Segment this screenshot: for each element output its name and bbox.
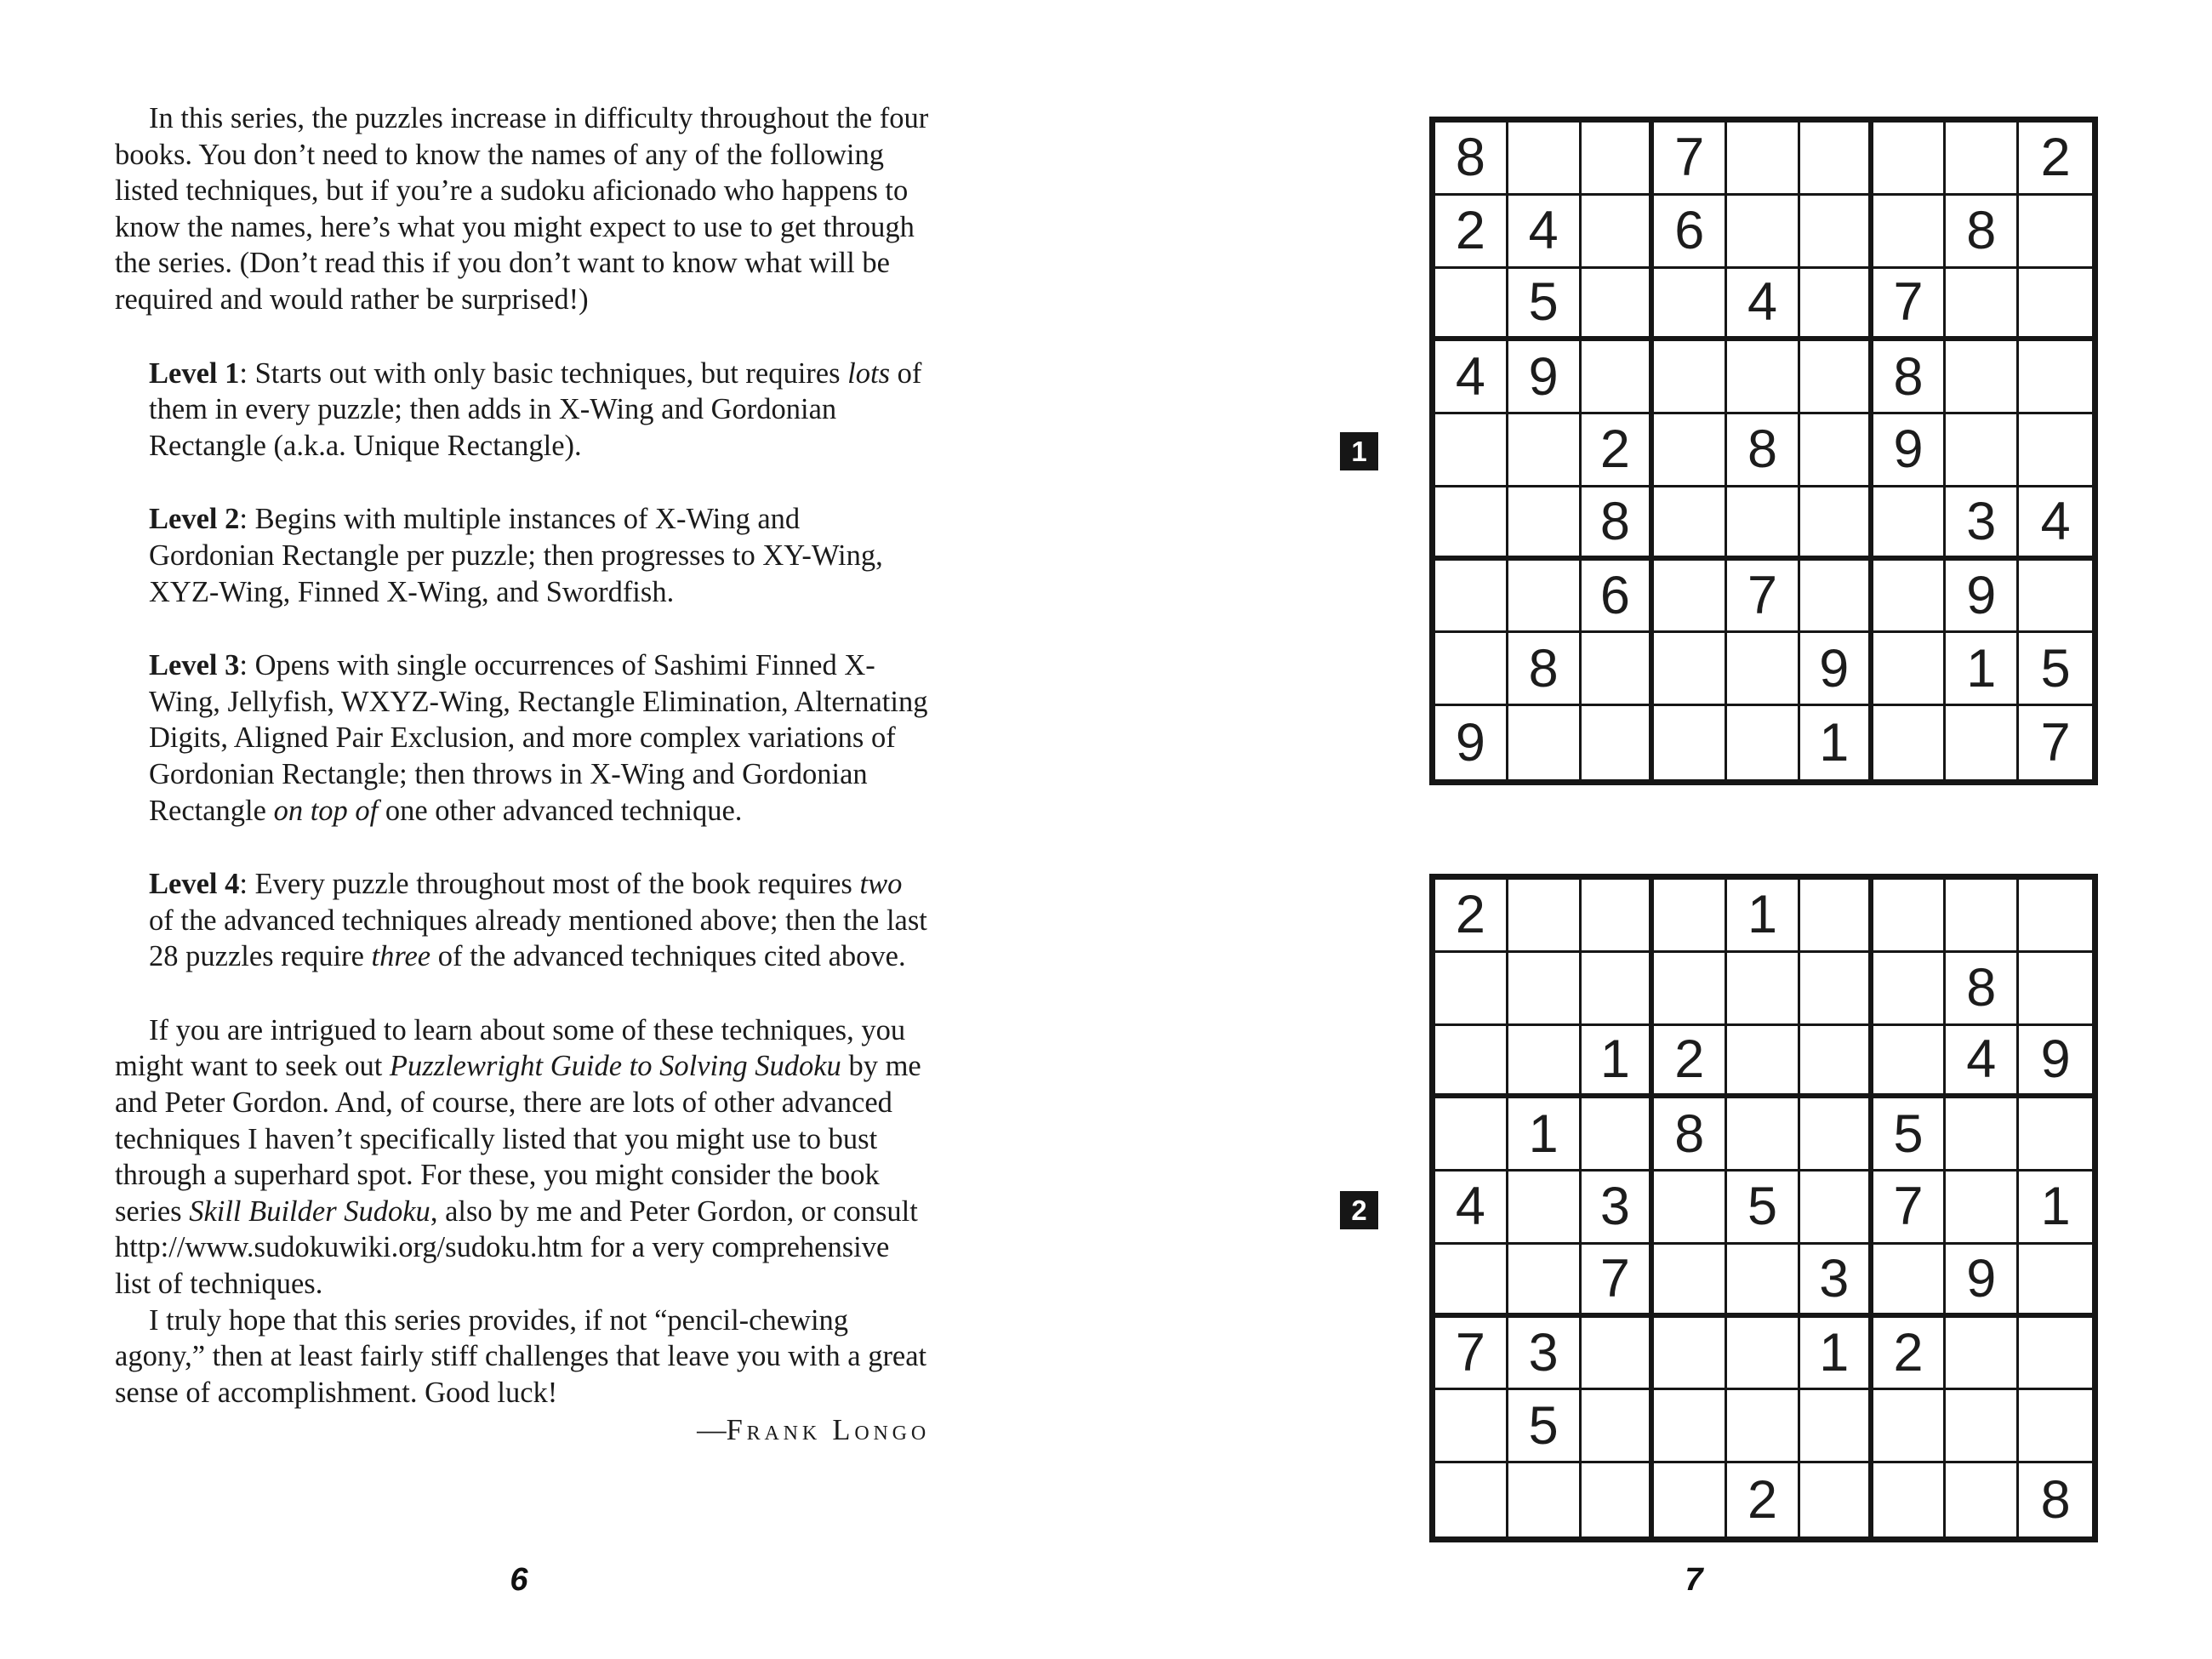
sudoku-cell: 7 (2040, 713, 2071, 773)
sudoku-cell (1508, 1463, 1582, 1536)
level-4-paragraph: Level 4: Every puzzle throughout most of the book requires two of the advanced techniques already mentioned above; then the last 28 puzzles require three of the advanced techniques cited above. (149, 868, 927, 973)
sudoku-cell (1435, 561, 1508, 634)
sudoku-cell (1508, 953, 1582, 1026)
sudoku-cell (1435, 414, 1508, 487)
sudoku-cell (1582, 1098, 1655, 1172)
sudoku-cell (1582, 1390, 1655, 1463)
sudoku-cell (1654, 1463, 1727, 1536)
sudoku-cell (2019, 1245, 2092, 1318)
sudoku-cell (1582, 196, 1655, 269)
sudoku-cell (1727, 953, 1800, 1026)
sudoku-cell (1508, 414, 1582, 487)
sudoku-cell (1508, 1026, 1582, 1099)
sudoku-cell: 1 (1727, 880, 1800, 953)
sudoku-cell: 6 (1582, 561, 1655, 634)
sudoku-cell (1873, 633, 1947, 706)
techniques-paragraph: If you are intrigued to learn about some of these techniques, you might want to seek out Puzzlewright Guide to Solving Sudoku by me and Peter Gordon. And, of course, there are lots of other advanced techniques I haven’t specifically listed that you might use to bust through a superhard spot. For these, you might consider the book series Skill Builder Sudoku, also by me and Peter Gordon, or consult http://www.sudokuwiki.org/sudoku.htm for a very comprehensive list of techniques. (115, 1013, 921, 1301)
sudoku-cell (1873, 1463, 1947, 1536)
sudoku-cell (1727, 1098, 1800, 1172)
sudoku-cell: 7 (1727, 561, 1800, 634)
sudoku-cell (1654, 1318, 1727, 1391)
sudoku-cell: 8 (2040, 1470, 2071, 1531)
level-2-paragraph: Level 2: Begins with multiple instances of X-Wing and Gordonian Rectangle per puzzle; then progresses to XY-Wing, XYZ-Wing, Finned X-Wing, and Swordfish. (149, 503, 883, 608)
sudoku-cell: 2 (1435, 196, 1508, 269)
sudoku-cell (1582, 1463, 1655, 1536)
sudoku-cell (1508, 123, 1582, 196)
sudoku-cell: 8 (1508, 633, 1582, 706)
sudoku-cell (1508, 880, 1582, 953)
sudoku-cell (2019, 880, 2092, 953)
sudoku-cell: 3 (1946, 487, 2019, 561)
sudoku-cell (1873, 1245, 1947, 1318)
sudoku-cell: 7 (1873, 269, 1947, 342)
sudoku-cell (1582, 633, 1655, 706)
sudoku-cell: 1 (1800, 1318, 1873, 1391)
sudoku-cell (1873, 880, 1947, 953)
sudoku-cell (1800, 1098, 1873, 1172)
sudoku-cell (1654, 269, 1727, 342)
sudoku-cell (2019, 196, 2092, 269)
sudoku-cell: 5 (1508, 1390, 1582, 1463)
sudoku-cell (1800, 414, 1873, 487)
sudoku-cell (1800, 196, 1873, 269)
sudoku-cell: 9 (2019, 1026, 2092, 1099)
sudoku-cell (1654, 1172, 1727, 1245)
sudoku-cell (2019, 269, 2092, 342)
sudoku-cell (1946, 1172, 2019, 1245)
sudoku-cell (1873, 953, 1947, 1026)
sudoku-cell (1800, 880, 1873, 953)
closing-paragraph: I truly hope that this series provides, if not “pencil-chewing agony,” then at least fairly stiff challenges that leave you with a great sense of accomplishment. Good luck! (115, 1303, 927, 1409)
sudoku-cell: 7 (1873, 1172, 1947, 1245)
sudoku-cell (1946, 123, 2019, 196)
sudoku-cell: 8 (1654, 1098, 1727, 1172)
sudoku-cell (1654, 1390, 1727, 1463)
sudoku-cell (1435, 269, 1508, 342)
sudoku-cell (1946, 1318, 2019, 1391)
level-1-paragraph: Level 1: Starts out with only basic techniques, but requires lots of them in every puzzle; then adds in X-Wing and Gordonian Rectangle (a.k.a. Unique Rectangle). (149, 356, 922, 462)
puzzle-1-badge: 1 (1340, 432, 1378, 470)
signature-name: Frank Longo (726, 1414, 930, 1447)
sudoku-cell (1654, 1245, 1727, 1318)
sudoku-cell (1873, 561, 1947, 634)
sudoku-cell: 4 (1727, 269, 1800, 342)
sudoku-cell (1582, 123, 1655, 196)
sudoku-cell (1727, 1318, 1800, 1391)
sudoku-cell: 1 (1508, 1098, 1582, 1172)
sudoku-cell (1873, 1390, 1947, 1463)
sudoku-cell: 4 (1946, 1026, 2019, 1099)
sudoku-cell (2019, 561, 2092, 634)
sudoku-cell (1654, 487, 1727, 561)
sudoku-cell (1582, 269, 1655, 342)
sudoku-cell: 2 (1727, 1463, 1800, 1536)
sudoku-cell (2019, 414, 2092, 487)
sudoku-cell: 9 (1873, 414, 1947, 487)
sudoku-cell: 1 (1946, 633, 2019, 706)
sudoku-cell (1946, 706, 2019, 779)
sudoku-cell: 3 (1508, 1318, 1582, 1391)
sudoku-cell (1800, 123, 1873, 196)
sudoku-cell: 4 (1508, 196, 1582, 269)
sudoku-cell: 8 (1582, 487, 1655, 561)
sudoku-cell: 9 (1946, 561, 2019, 634)
sudoku-cell (1435, 1390, 1508, 1463)
puzzle-2-badge: 2 (1340, 1191, 1378, 1229)
sudoku-cell: 4 (1435, 341, 1508, 414)
sudoku-cell: 1 (1582, 1026, 1655, 1099)
level-3-paragraph: Level 3: Opens with single occurrences of Sashimi Finned X-Wing, Jellyfish, WXYZ-Wing, Rectangle Elimination, Alternating Digits, Aligned Pair Exclusion, and more complex variations of Gordonian Rectangle; then throws in X-Wing and Gordonian Rectangle on top of one other advanced technique. (149, 649, 928, 827)
sudoku-cell: 8 (1435, 123, 1508, 196)
sudoku-cell: 1 (2019, 1172, 2092, 1245)
sudoku-cell (1582, 880, 1655, 953)
sudoku-cell: 5 (1727, 1172, 1800, 1245)
sudoku-cell (1727, 1390, 1800, 1463)
sudoku-cell (1654, 706, 1727, 779)
sudoku-cell: 3 (1582, 1172, 1655, 1245)
sudoku-cell: 1 (1800, 706, 1873, 779)
sudoku-cell (1727, 1026, 1800, 1099)
sudoku-cell (1873, 123, 1947, 196)
sudoku-cell (1946, 341, 2019, 414)
page-number-right: 7 (1685, 1562, 1703, 1598)
sudoku-cell (1727, 341, 1800, 414)
sudoku-cell (1800, 1390, 1873, 1463)
sudoku-cell (1800, 1026, 1873, 1099)
sudoku-cell (1435, 633, 1508, 706)
sudoku-cell: 7 (1654, 123, 1727, 196)
sudoku-grid-2 (1429, 874, 2098, 1542)
sudoku-cell (2019, 1098, 2092, 1172)
signature-dash: — (697, 1414, 727, 1447)
sudoku-cell (1727, 123, 1800, 196)
sudoku-cell (2019, 1390, 2092, 1463)
sudoku-cell (2019, 341, 2092, 414)
sudoku-cell (1727, 1245, 1800, 1318)
sudoku-cell (1946, 1098, 2019, 1172)
sudoku-cell (1435, 1026, 1508, 1099)
sudoku-cell (2019, 953, 2092, 1026)
sudoku-cell: 2 (1654, 1026, 1727, 1099)
sudoku-cell (1435, 1463, 1508, 1536)
sudoku-cell (1946, 880, 2019, 953)
sudoku-cell (1582, 706, 1655, 779)
sudoku-cell: 9 (1800, 633, 1873, 706)
sudoku-cell: 5 (1873, 1098, 1947, 1172)
sudoku-cell (1435, 953, 1508, 1026)
sudoku-cell (1800, 1172, 1873, 1245)
sudoku-cell (1435, 1245, 1508, 1318)
sudoku-grid-1 (1429, 117, 2098, 785)
sudoku-cell: 2 (1435, 880, 1508, 953)
sudoku-cell (1873, 196, 1947, 269)
sudoku-cell (1800, 341, 1873, 414)
sudoku-cell (1582, 341, 1655, 414)
sudoku-cell: 4 (2019, 487, 2092, 561)
sudoku-cell (1873, 487, 1947, 561)
sudoku-cell (1946, 1390, 2019, 1463)
sudoku-cell (1654, 414, 1727, 487)
sudoku-cell: 5 (1508, 269, 1582, 342)
sudoku-cell (1800, 953, 1873, 1026)
sudoku-cell: 4 (1435, 1172, 1508, 1245)
sudoku-cell: 8 (1946, 953, 2019, 1026)
sudoku-cell (1727, 196, 1800, 269)
sudoku-cell (1654, 953, 1727, 1026)
sudoku-cell: 9 (1946, 1245, 2019, 1318)
sudoku-cell (1654, 561, 1727, 634)
sudoku-cell: 2 (1873, 1318, 1947, 1391)
sudoku-cell: 2 (2019, 123, 2092, 196)
sudoku-cell (1508, 561, 1582, 634)
sudoku-cell: 9 (1435, 706, 1508, 779)
sudoku-cell (1508, 1245, 1582, 1318)
sudoku-cell (1873, 706, 1947, 779)
sudoku-cell (2019, 1318, 2092, 1391)
sudoku-cell (1435, 487, 1508, 561)
sudoku-cell (1800, 269, 1873, 342)
intro-paragraphs (115, 100, 930, 1411)
sudoku-cell (1654, 880, 1727, 953)
sudoku-cell (1727, 706, 1800, 779)
sudoku-cell: 9 (1508, 341, 1582, 414)
sudoku-cell (1727, 487, 1800, 561)
sudoku-cell (1582, 953, 1655, 1026)
sudoku-cell: 8 (1946, 196, 2019, 269)
sudoku-cell (1800, 487, 1873, 561)
sudoku-cell: 2 (1582, 414, 1655, 487)
sudoku-cell (1946, 1463, 2019, 1536)
sudoku-cell (1946, 414, 2019, 487)
sudoku-cell (1800, 561, 1873, 634)
sudoku-cell (1582, 1318, 1655, 1391)
intro-text-column (115, 100, 930, 1449)
sudoku-cell (1508, 487, 1582, 561)
sudoku-cell (1873, 1026, 1947, 1099)
sudoku-cell (1946, 269, 2019, 342)
sudoku-cell (1727, 633, 1800, 706)
sudoku-cell: 8 (1727, 414, 1800, 487)
page-number-left: 6 (510, 1562, 528, 1598)
sudoku-cell: 5 (2019, 633, 2092, 706)
sudoku-cell: 7 (1582, 1245, 1655, 1318)
sudoku-cell (1654, 341, 1727, 414)
sudoku-cell (1800, 1463, 1873, 1536)
sudoku-cell: 3 (1800, 1245, 1873, 1318)
sudoku-cell: 8 (1873, 341, 1947, 414)
sudoku-cell: 7 (1435, 1318, 1508, 1391)
author-signature (115, 1412, 930, 1449)
intro-paragraph: In this series, the puzzles increase in difficulty throughout the four books. You don’t need to know the names of any of the following listed techniques, but if you’re a sudoku aficionado who happens to know the names, here’s what you might expect to use to get through the series. (Don’t read this if you don’t want to know what will be required and would rather be surprised!) (115, 102, 929, 316)
sudoku-cell (1508, 706, 1582, 779)
sudoku-cell (1654, 633, 1727, 706)
sudoku-cell (1508, 1172, 1582, 1245)
sudoku-cell: 6 (1654, 196, 1727, 269)
sudoku-cell (1435, 1098, 1508, 1172)
